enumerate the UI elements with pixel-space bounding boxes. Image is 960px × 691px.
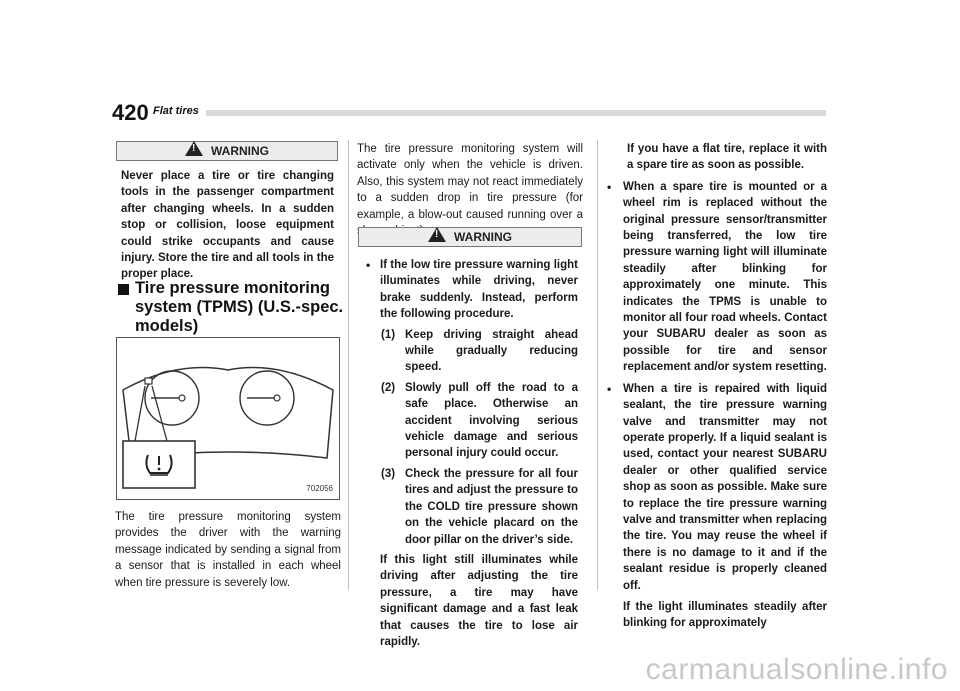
instrument-cluster-figure xyxy=(116,337,340,500)
watermark: carmanualsonline.info xyxy=(645,653,948,686)
warning-label-box xyxy=(116,141,338,161)
col3-bullet-1 xyxy=(607,179,827,376)
step-3-text: Check the pressure for all four tires and adjust the pressure to the COLD tire pressure shown on the vehicle placard on the door pillar on the driver’s side. xyxy=(405,467,578,546)
warning-triangle-icon-2 xyxy=(428,227,446,242)
warning-text: Never place a tire or tire changing tools in the passenger compartment after changing wheels. In a sudden stop or collision, loose equipment could strike occupants and cause injury. Store the tire and all tools in the proper place. xyxy=(121,170,334,281)
warning-bullet xyxy=(366,257,578,323)
step-3 xyxy=(366,466,578,548)
section-heading xyxy=(135,279,345,336)
section-title: Flat tires xyxy=(153,105,199,117)
bullet-icon: • xyxy=(366,258,371,272)
step-2 xyxy=(366,380,578,462)
warning-label-box-2 xyxy=(358,227,582,247)
step-1-number: (1) xyxy=(381,328,396,341)
warning-label: WARNING xyxy=(211,144,269,158)
closing-text: If this light still illuminates while driving after adjusting the tire pressure, a tire may have significant damage and a fast leak that causes the tire to lose air rapidly. xyxy=(380,553,578,648)
warning-label-2: WARNING xyxy=(454,230,512,244)
col3-bullet-2-text: When a tire is repaired with liquid sealant, the tire pressure warning valve and transmitter may not operate properly. If a liquid sealant is used, contact your nearest SUBARU dealer or other qualified service shop as soon as possible. Make sure to replace the tire pressure warning valve and transmitter when replacing the tire. You may reuse the wheel if there is no damage to it and if the sealant residue is properly cleaned off. xyxy=(623,382,827,592)
col3-para2: If the light illuminates steadily after blinking for approximately xyxy=(623,600,827,630)
warning-bullet-text: If the low tire pressure warning light illuminates while driving, never brake suddenly. Instead, perform the following procedure. xyxy=(380,259,578,321)
heading-line-3: models) xyxy=(135,317,199,335)
step-2-number: (2) xyxy=(381,381,396,394)
step-1 xyxy=(366,327,578,376)
bullet-icon-3: • xyxy=(607,381,612,396)
heading-line-2: system (TPMS) (U.S.-spec. xyxy=(135,298,344,316)
step-1-text: Keep driving straight ahead while gradually reducing speed. xyxy=(405,328,578,374)
instrument-cluster-illustration xyxy=(117,338,339,499)
col3-para1: If you have a flat tire, replace it with a spare tire as soon as possible. xyxy=(627,143,827,172)
warning-procedure xyxy=(366,257,578,650)
figure-code: 702056 xyxy=(306,484,333,493)
col3-content xyxy=(607,141,827,632)
step-2-text: Slowly pull off the road to a safe place. Otherwise an accident involving serious vehicle damage and serious personal injury could occur. xyxy=(405,381,578,460)
col3-bullet-1-text: When a spare tire is mounted or a wheel rim is replaced without the original pressure sensor/transmitter being transferred, the low tire pressure warning light will illuminate steadily after blinking for approximately one minute. This indicates the TPMS is unable to monitor all four road wheels. Contact your SUBARU dealer as soon as possible for tire and sensor replacement and/or system resetting. xyxy=(623,180,827,374)
col3-bullet-2 xyxy=(607,381,827,594)
col1-body-text: The tire pressure monitoring system provides the driver with the warning message indicated by sending a signal from a sensor that is installed in each wheel when tire pressure is severely low. xyxy=(115,511,341,589)
heading-line-1: Tire pressure monitoring xyxy=(135,279,330,297)
step-3-number: (3) xyxy=(381,467,396,480)
column-divider-2 xyxy=(597,140,598,590)
warning-triangle-icon xyxy=(185,141,203,156)
page-number: 420 xyxy=(112,100,149,125)
col2-intro-text: The tire pressure monitoring system will activate only when the vehicle is driven. Also, this system may not react immediately to a sudden drop in tire pressure (for example, a blow-out caused running over a xyxy=(357,143,583,221)
bullet-icon-2: • xyxy=(607,179,612,194)
heading-marker-icon xyxy=(118,284,129,295)
column-divider-1 xyxy=(348,140,349,590)
header-rule xyxy=(206,110,826,116)
